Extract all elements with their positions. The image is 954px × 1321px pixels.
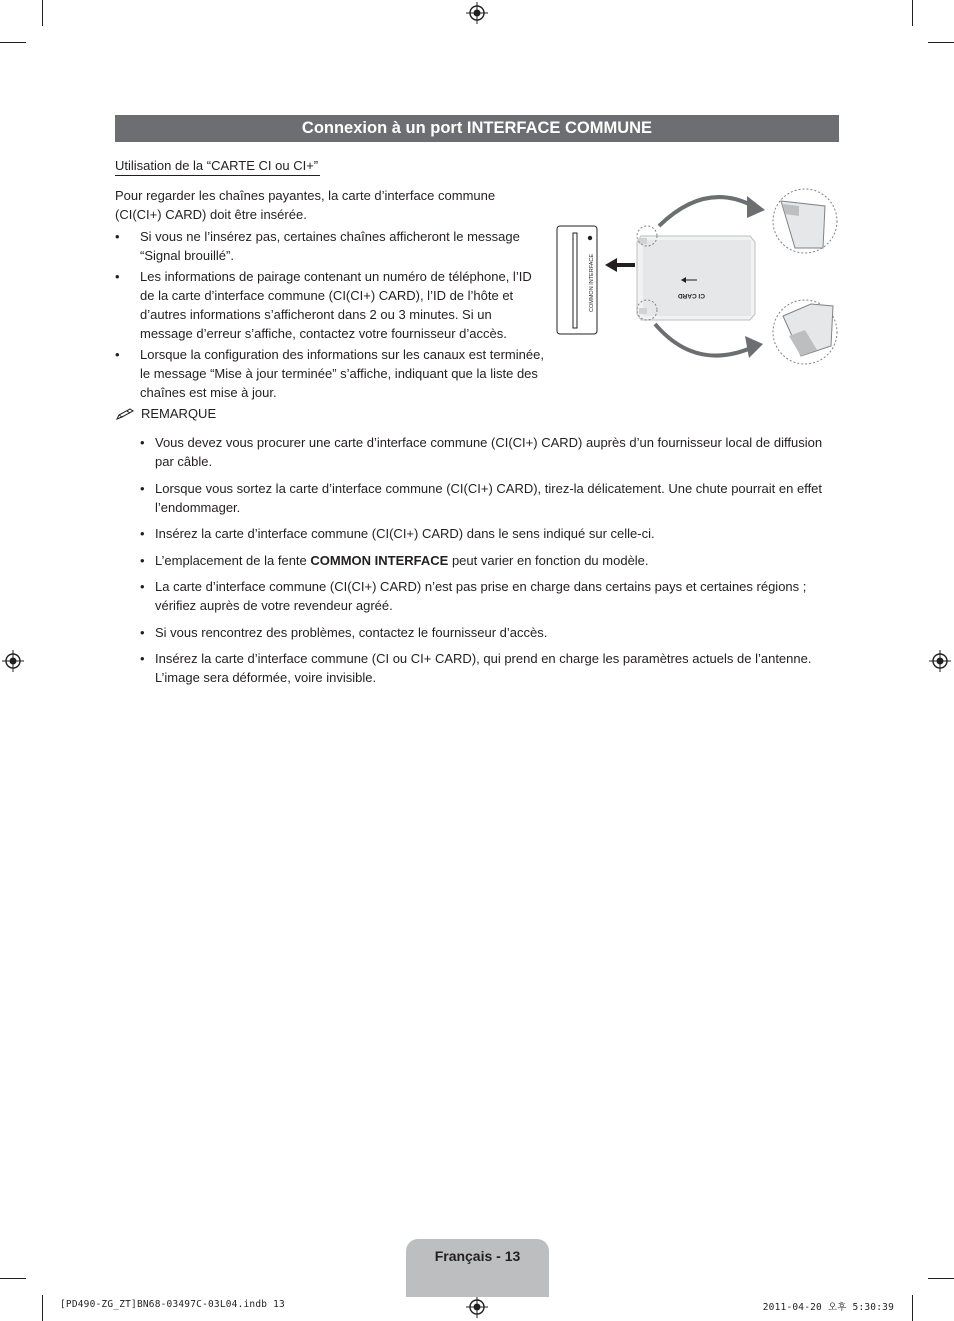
intro-paragraph: Pour regarder les chaînes payantes, la carte d’interface commune (CI(CI+) CARD) doit être insérée. <box>115 188 496 222</box>
registration-mark-icon <box>929 650 951 672</box>
note-bullet: • <box>140 552 145 568</box>
note-bullet: • <box>140 624 145 640</box>
print-slug-right: 2011-04-20 오후 5:30:39 <box>762 1302 894 1313</box>
note-text-after: peut varier en fonction du modèle. <box>448 552 649 568</box>
note-text-before: L’emplacement de la fente <box>155 552 311 568</box>
list-item <box>115 345 545 402</box>
note-bullet: • <box>140 526 145 541</box>
note-heading <box>115 406 216 421</box>
note-text: La carte d’interface commune (CI(CI+) CARD) n’est pas prise en charge dans certains pays et certaines régions ; vérifiez auprès de votre revendeur agréé. <box>155 579 807 613</box>
section-title: Connexion à un port INTERFACE COMMUNE <box>115 115 839 142</box>
note-bullet: • <box>140 480 145 496</box>
card-label: CI CARD <box>677 292 705 299</box>
crop-mark <box>42 1295 43 1321</box>
list-item-text: Si vous ne l’insérez pas, certaines chaînes afficheront le message “Signal brouillé”. <box>140 229 520 263</box>
note-text: Si vous rencontrez des problèmes, contactez le fournisseur d’accès. <box>155 624 548 640</box>
note-item <box>140 479 830 517</box>
note-bullet: • <box>140 579 145 594</box>
crop-mark <box>42 0 43 26</box>
crop-mark <box>912 1295 913 1321</box>
note-text: Insérez la carte d’interface commune (CI(CI+) CARD) dans le sens indiqué sur celle-ci. <box>155 526 655 541</box>
note-item <box>140 623 830 642</box>
note-item <box>140 551 830 570</box>
pencil-icon <box>115 407 137 421</box>
crop-mark <box>0 1278 26 1279</box>
bullet-symbol: • <box>115 347 120 362</box>
crop-mark <box>0 42 26 43</box>
registration-mark-icon <box>2 650 24 672</box>
note-bullet: • <box>140 651 145 666</box>
registration-mark-icon <box>466 2 488 24</box>
crop-mark <box>928 1278 954 1279</box>
list-item-text: Lorsque la configuration des informations sur les canaux est terminée, le message “Mise à jour terminée” s’affiche, indiquant que la liste des chaînes est mise à jour. <box>140 347 544 400</box>
curved-arrow-icon <box>659 197 753 226</box>
bullet-symbol: • <box>115 269 120 284</box>
note-item <box>140 524 830 543</box>
note-item <box>140 649 830 687</box>
print-slug-left: [PD490-ZG_ZT]BN68-03497C-03L04.indb 13 <box>60 1299 285 1310</box>
page-number-tab: Français - 13 <box>406 1239 549 1297</box>
note-item <box>140 433 830 471</box>
note-bullet: • <box>140 435 145 450</box>
note-text: Insérez la carte d’interface commune (CI ou CI+ CARD), qui prend en charge les paramètres actuels de l’antenne. L’image sera déformée, voire invisible. <box>155 651 812 685</box>
crop-mark <box>912 0 913 26</box>
note-text: Vous devez vous procurer une carte d’interface commune (CI(CI+) CARD) auprès d’un fournisseur local de diffusion par câble. <box>155 435 823 469</box>
note-item <box>140 577 830 615</box>
note-text: Lorsque vous sortez la carte d’interface commune (CI(CI+) CARD), tirez-la délicatement. Une chute pourrait en effet l’endommager. <box>155 480 823 515</box>
note-label: REMARQUE <box>141 406 217 421</box>
insert-arrow-icon <box>605 258 635 272</box>
list-item-text: Les informations de pairage contenant un numéro de téléphone, l’ID de la carte d’interface commune (CI(CI+) CARD), l’ID de l’hôte et d’autres informations s’afficheront dans 2 ou 3 minutes. Si un message d’erreur s’affiche, contactez votre fournisseur d’accès. <box>140 269 532 341</box>
bullet-list <box>115 227 545 404</box>
list-item <box>115 267 545 343</box>
registration-mark-icon <box>466 1296 488 1318</box>
curved-arrow-icon <box>655 324 751 356</box>
note-text-bold: COMMON INTERFACE <box>310 552 449 568</box>
subheading: Utilisation de la “CARTE CI ou CI+” <box>115 158 320 176</box>
note-list <box>140 433 830 695</box>
slot-label: COMMON INTERFACE <box>589 253 595 312</box>
list-item <box>115 227 545 265</box>
ci-card-icon <box>637 236 755 320</box>
crop-mark <box>928 42 954 43</box>
bullet-symbol: • <box>115 229 120 244</box>
ci-card-insertion-illustration <box>555 186 840 366</box>
